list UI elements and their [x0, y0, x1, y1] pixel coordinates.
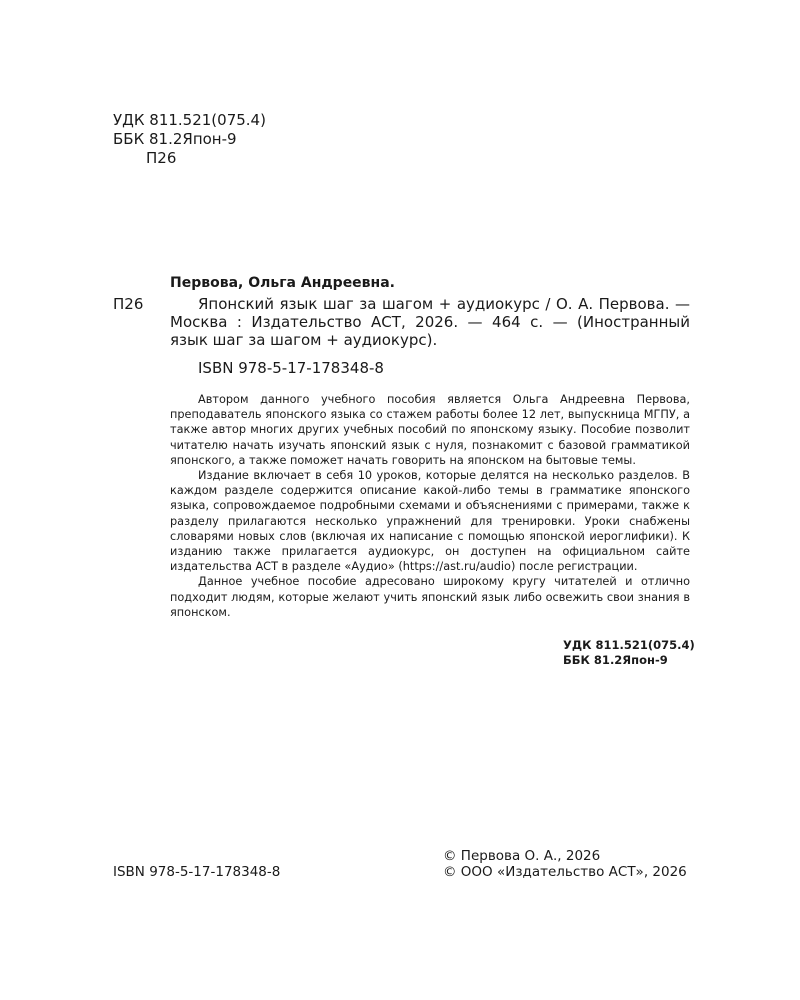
- annotation-paragraph: Автором данного учебного пособия является Ольга Андреевна Первова, преподаватель японского языка со стажем работы более 12 лет, выпускница МГПУ, а также автор многих других учебных пособий по японскому языку. Пособие позволит читателю начать изучать японский язык с нуля, познакомит с базовой грамматикой японского, а также поможет начать говорить на японском на бытовые темы.: [170, 393, 690, 467]
- author-sign: П26: [146, 149, 177, 167]
- bib-isbn: ISBN 978-5-17-178348-8: [198, 359, 384, 377]
- bib-title-line-3: язык шаг за шагом + аудиокурс).: [170, 331, 438, 349]
- annotation: [170, 392, 690, 620]
- udk-code: УДК 811.521(075.4): [113, 111, 266, 129]
- copyright-author: © Первова О. А., 2026: [443, 848, 601, 864]
- footer-isbn: ISBN 978-5-17-178348-8: [113, 864, 281, 880]
- index-udk: УДК 811.521(075.4): [563, 638, 695, 652]
- annotation-paragraph: Издание включает в себя 10 уроков, которые делятся на несколько разделов. В каждом разделе содержится описание какой-либо темы в грамматике японского языка, сопровождаемое подробными схемами и объяснениями с примерами, также к разделу прилагаются несколько упражнений для тренировки. Уроки снабжены словарями новых слов (включая их написание с помощью японской иероглифики). К изданию также прилагается аудиокурс, он доступен на официальном сайте издательства АСТ в разделе «Аудио» (https://ast.ru/audio) после регистрации.: [170, 469, 690, 574]
- copyright-publisher: © ООО «Издательство АСТ», 2026: [443, 864, 687, 880]
- index-bbk: ББК 81.2Япон-9: [563, 653, 668, 667]
- annotation-paragraph: Данное учебное пособие адресовано широкому кругу читателей и отлично подходит людям, которые желают учить японский язык либо освежить свои знания в японском.: [170, 575, 690, 619]
- bib-title-line-1: Японский язык шаг за шагом + аудиокурс / О. А. Первова. —: [198, 295, 690, 313]
- bib-author: Первова, Ольга Андреевна.: [170, 275, 395, 291]
- bib-title-line-2: Москва : Издательство АСТ, 2026. — 464 с. — (Иностранный: [170, 313, 690, 331]
- bbk-code: ББК 81.2Япон-9: [113, 130, 237, 148]
- bib-sign: П26: [113, 295, 144, 313]
